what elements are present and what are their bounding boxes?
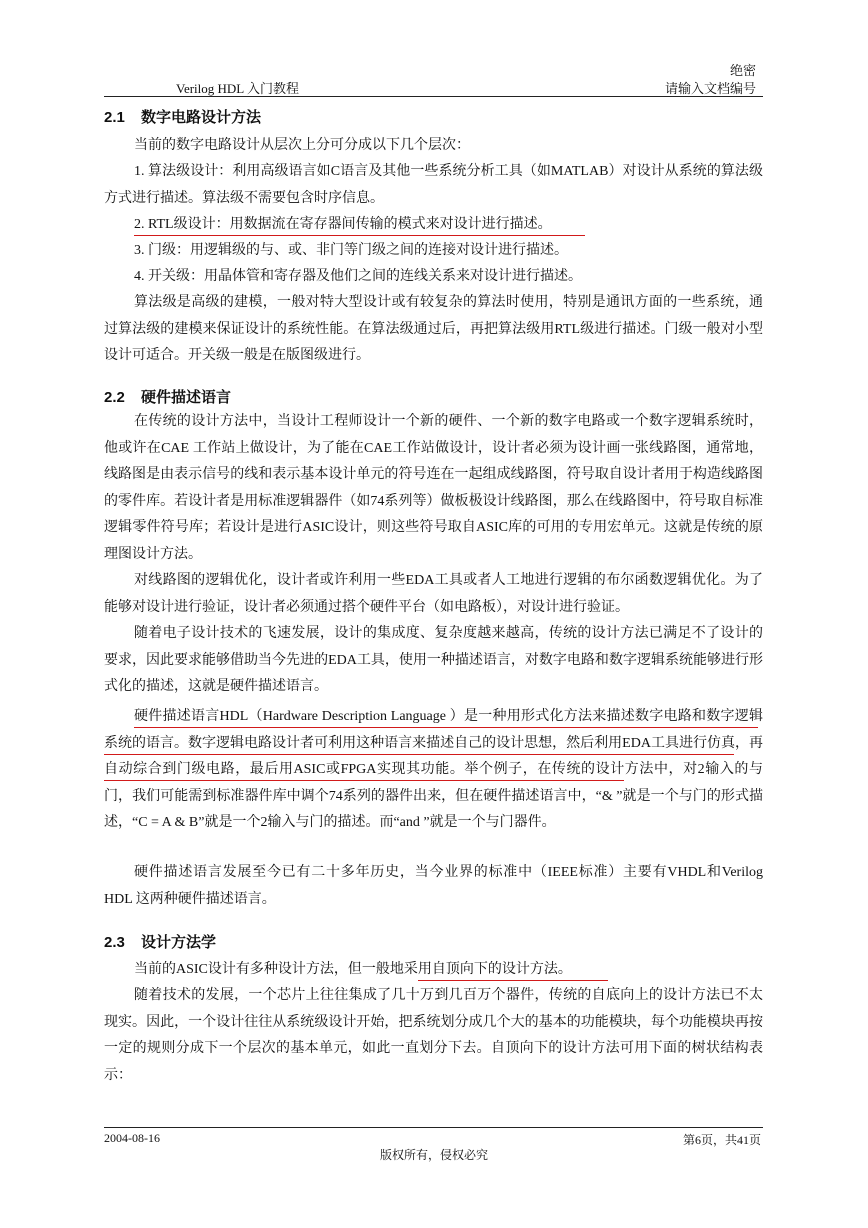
underline-mark [134, 235, 585, 236]
paragraph: 算法级是高级的建模，一般对特大型设计或有较复杂的算法时使用，特别是通讯方面的一些系统，通过算法级的建模来保证设计的系统性能。在算法级通过后，再把算法级用RTL级进行描述。门级一般对小型设计可适合。开关级一般是在版图级进行。 [104, 295, 763, 363]
footer-date: 2004-08-16 [104, 1131, 160, 1145]
paragraph: 硬件描述语言HDL（Hardware Description Language ）是一种用形式化方法来描述数字电路和数字逻辑系统的语言。数字逻辑电路设计者可利用这种语言来描述自己的设计思想，然后利用EDA工具进行仿真，再自动综合到门级电路，最后用ASIC或FPGA实现其功能。举个例子，在传统的设计方法中，对2输入的与门，我们可能需到标准器件库中调个74系列的器件出来，但在硬件描述语言中，“& ”就是一个与门的形式描述，“C = A & B”就是一个2输入与门的描述。而“and ”就是一个与门器件。 [104, 709, 763, 830]
paragraph: 当前的数字电路设计从层次上分可分成以下几个层次： [134, 138, 470, 153]
footer-copyright: 版权所有，侵权必究 [379, 1148, 488, 1162]
header-doc-title: Verilog HDL 入门教程 [176, 81, 300, 96]
underline-mark [134, 727, 758, 728]
footer-divider [104, 1127, 763, 1128]
paragraph: 随着电子设计技术的飞速发展，设计的集成度、复杂度越来越高，传统的设计方法已满足不了设计的要求，因此要求能够借助当今先进的EDA工具，使用一种描述语言，对数字电路和数字逻辑系统能够进行形式化的描述，这就是硬件描述语言。 [104, 626, 763, 694]
underline-mark [418, 980, 608, 981]
paragraph: 4. 开关级：用晶体管和寄存器及他们之间的连线关系来对设计进行描述。 [134, 269, 582, 284]
header-classification: 绝密 [729, 63, 756, 78]
paragraph: 2. RTL级设计：用数据流在寄存器间传输的模式来对设计进行描述。 [134, 217, 552, 232]
section-title: 数字电路设计方法 [141, 109, 262, 126]
header-divider [104, 96, 763, 97]
paragraph: 在传统的设计方法中，当设计工程师设计一个新的硬件、一个新的数字电路或一个数字逻辑系统时，他或许在CAE 工作站上做设计，为了能在CAE工作站做设计，设计者必须为设计画一张线路图，通常地，线路图是由表示信号的线和表示基本设计单元的符号连在一起组成线路图，符号取自设计者用于构造线路图的零件库。若设计者是用标准逻辑器件（如74系列等）做板极设计线路图，那么在线路图中，符号取自标准逻辑零件符号库；若设计是进行ASIC设计，则这些符号取自ASIC库的可用的专用宏单元。这就是传统的原理图设计方法。 [104, 414, 763, 562]
underline-mark [104, 754, 734, 755]
section-heading [104, 386, 231, 407]
paragraph: 3. 门级：用逻辑级的与、或、非门等门级之间的连接对设计进行描述。 [134, 243, 568, 258]
section-title: 硬件描述语言 [141, 389, 232, 406]
paragraph: 硬件描述语言发展至今已有二十多年历史，当今业界的标准中（IEEE标准）主要有VHDL和Verilog HDL 这两种硬件描述语言。 [104, 865, 763, 907]
paragraph: 随着技术的发展，一个芯片上往往集成了几十万到几百万个器件，传统的自底向上的设计方法已不太现实。因此，一个设计往往从系统级设计开始，把系统划分成几个大的基本的功能模块，每个功能模块再按一定的规则分成下一个层次的基本单元，如此一直划分下去。自顶向下的设计方法可用下面的树状结构表示： [104, 988, 763, 1083]
section-heading [104, 106, 261, 127]
underline-mark [104, 780, 624, 781]
paragraph: 1. 算法级设计：利用高级语言如C语言及其他一些系统分析工具（如MATLAB）对设计从系统的算法级方式进行描述。算法级不需要包含时序信息。 [104, 164, 763, 206]
section-heading [104, 931, 216, 952]
footer-page-number: 第6页，共41页 [682, 1133, 761, 1147]
section-number: 2.2 [104, 389, 125, 406]
section-number: 2.3 [104, 934, 125, 951]
paragraph: 对线路图的逻辑优化，设计者或许利用一些EDA工具或者人工地进行逻辑的布尔函数逻辑优化。为了能够对设计进行验证，设计者必须通过搭个硬件平台（如电路板），对设计进行验证。 [104, 573, 763, 615]
paragraph: 当前的ASIC设计有多种设计方法，但一般地采用自顶向下的设计方法。 [134, 962, 572, 977]
section-number: 2.1 [104, 109, 125, 126]
header-doc-number: 请输入文档编号 [664, 81, 756, 96]
section-title: 设计方法学 [141, 934, 217, 951]
